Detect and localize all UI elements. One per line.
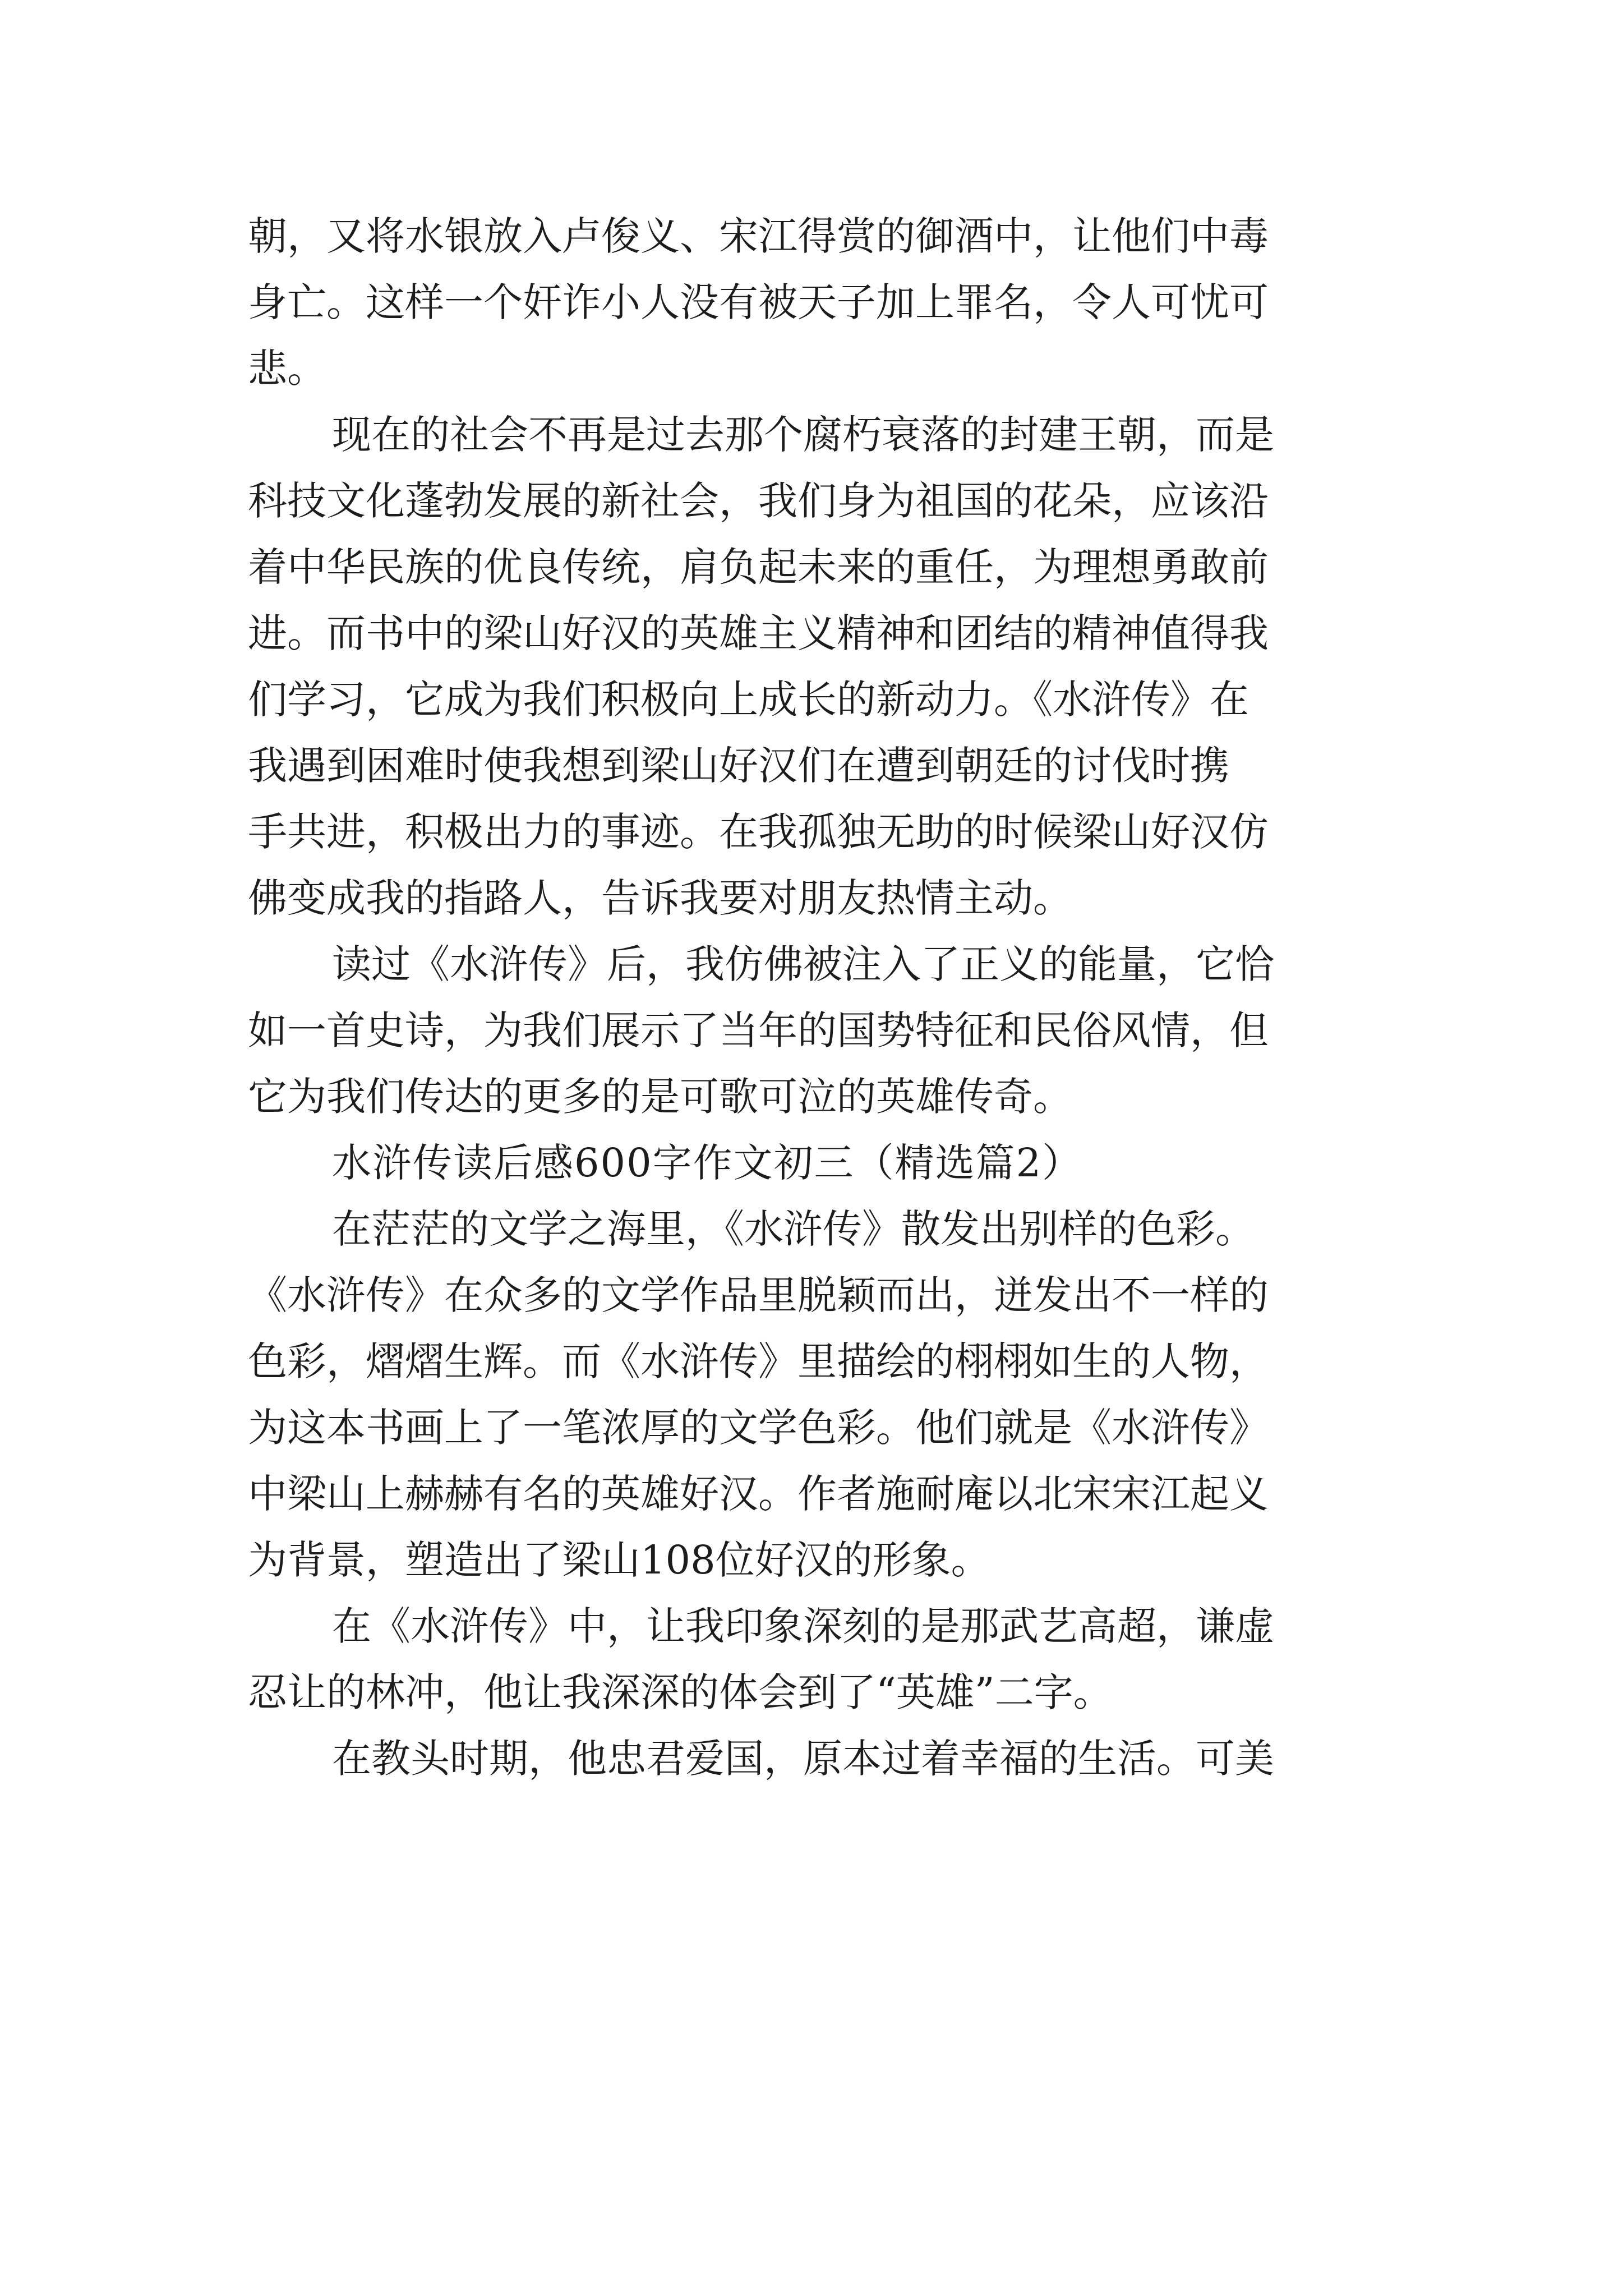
text-line: 在茫茫的文学之海里，《水浒传》散发出别样的色彩。: [332, 1206, 1255, 1252]
text-line: 为背景，塑造出了梁山108位好汉的形象。: [248, 1537, 990, 1583]
text-line: 在教头时期，他忠君爱国，原本过着幸福的生活。可美: [332, 1736, 1274, 1782]
text-line: 着中华民族的优良传统，肩负起未来的重任，为理想勇敢前: [248, 544, 1269, 590]
text-line: 我遇到困难时使我想到梁山好汉们在遭到朝廷的讨伐时携: [248, 743, 1229, 789]
text-line: 身亡。这样一个奸诈小人没有被天子加上罪名，令人可忧可: [248, 279, 1269, 325]
text-line: 手共进，积极出力的事迹。在我孤独无助的时候梁山好汉仿: [248, 809, 1269, 855]
text-line: 在《水浒传》中，让我印象深刻的是那武艺高超，谦虚: [332, 1603, 1274, 1649]
text-line: 佛变成我的指路人，告诉我要对朋友热情主动。: [248, 875, 1072, 921]
text-line: 现在的社会不再是过去那个腐朽衰落的封建王朝，而是: [332, 412, 1274, 458]
text-line: 悲。: [248, 346, 326, 392]
text-line: 忍让的林冲，他让我深深的体会到了“英雄”二字。: [248, 1669, 1113, 1715]
text-line: 科技文化蓬勃发展的新社会，我们身为祖国的花朵，应该沿: [248, 478, 1269, 524]
text-line: 们学习，它成为我们积极向上成长的新动力。《水浒传》在: [248, 677, 1249, 723]
text-line: 如一首史诗，为我们展示了当年的国势特征和民俗风情，但: [248, 1007, 1269, 1053]
document-body: [248, 203, 1398, 1792]
section-heading: 水浒传读后感600字作文初三（精选篇2）: [332, 1140, 1083, 1186]
text-line: 《水浒传》在众多的文学作品里脱颖而出，迸发出不一样的: [248, 1272, 1269, 1318]
text-line: 中梁山上赫赫有名的英雄好汉。作者施耐庵以北宋宋江起义: [248, 1471, 1269, 1517]
text-line: 进。而书中的梁山好汉的英雄主义精神和团结的精神值得我: [248, 610, 1269, 656]
text-line: 为这本书画上了一笔浓厚的文学色彩。他们就是《水浒传》: [248, 1405, 1269, 1451]
text-line: 它为我们传达的更多的是可歌可泣的英雄传奇。: [248, 1074, 1072, 1120]
text-line: 朝，又将水银放入卢俊义、宋江得赏的御酒中，让他们中毒: [248, 213, 1269, 259]
text-line: 读过《水浒传》后，我仿佛被注入了正义的能量，它恰: [332, 941, 1274, 987]
text-line: 色彩，熠熠生辉。而《水浒传》里描绘的栩栩如生的人物，: [248, 1338, 1269, 1384]
